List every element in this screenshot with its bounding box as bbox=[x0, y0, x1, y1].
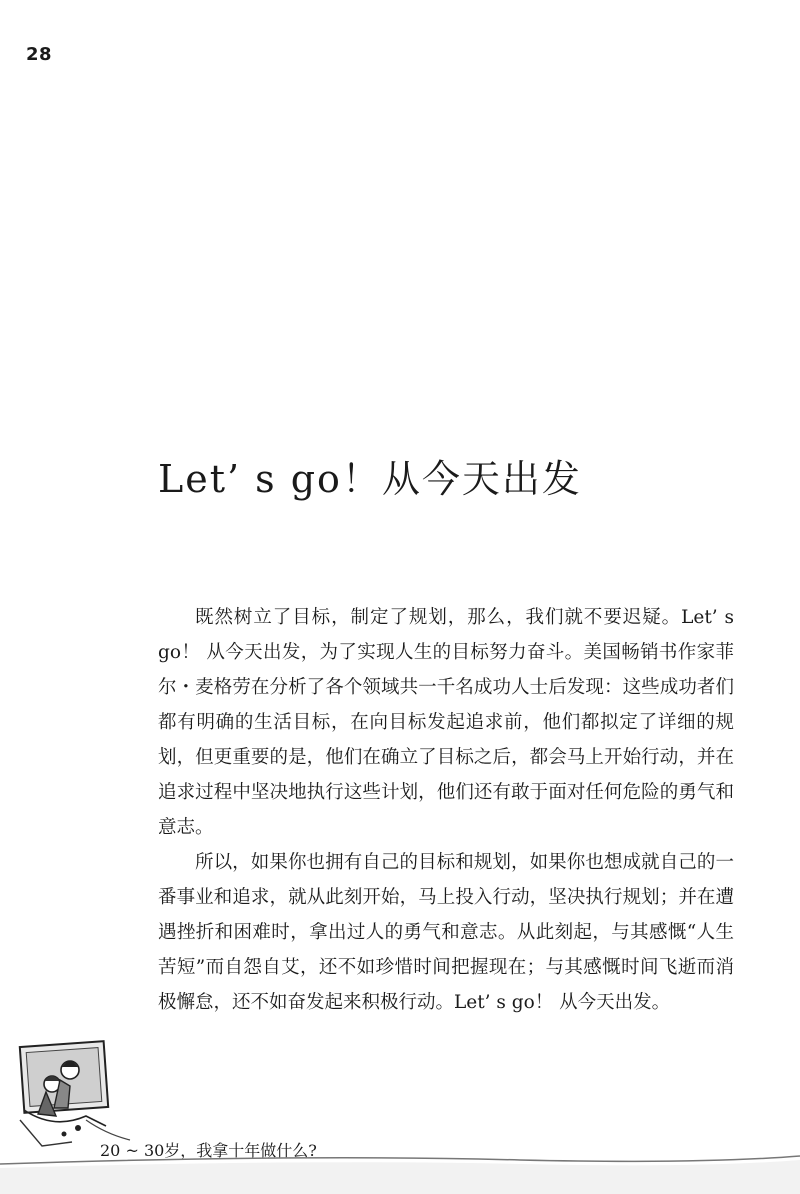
paragraph-1: 既然树立了目标，制定了规划，那么，我们就不要迟疑。Let’ s go！ 从今天出发，为了实现人生的目标努力奋斗。美国畅销书作家菲尔・麦格劳在分析了各个领域共一千名成功人士后发现：这些成功者们都有明确的生活目标，在向目标发起追求前，他们都拟定了详细的规划，但更重要的是，他们在确立了目标之后，都会马上开始行动，并在追求过程中坚决地执行这些计划，他们还有敢于面对任何危险的勇气和意志。 bbox=[158, 607, 734, 838]
footer-book-title: 20 ~ 30岁，我拿十年做什么? bbox=[100, 1141, 317, 1160]
page-number: 28 bbox=[26, 44, 53, 65]
paragraph-2: 所以，如果你也拥有自己的目标和规划，如果你也想成就自己的一番事业和追求，就从此刻开始，马上投入行动，坚决执行规划；并在遭遇挫折和困难时，拿出过人的勇气和意志。从此刻起，与其感慨“人生苦短”而自怨自艾，还不如珍惜时间把握现在；与其感慨时间飞逝而消极懈怠，还不如奋发起来积极行动。Let’ s go！ 从今天出发。 bbox=[158, 852, 734, 1013]
footer-decorative-curve bbox=[0, 1150, 800, 1194]
chapter-title: Let’ s go！从今天出发 bbox=[158, 457, 582, 501]
body-text bbox=[158, 600, 734, 1020]
